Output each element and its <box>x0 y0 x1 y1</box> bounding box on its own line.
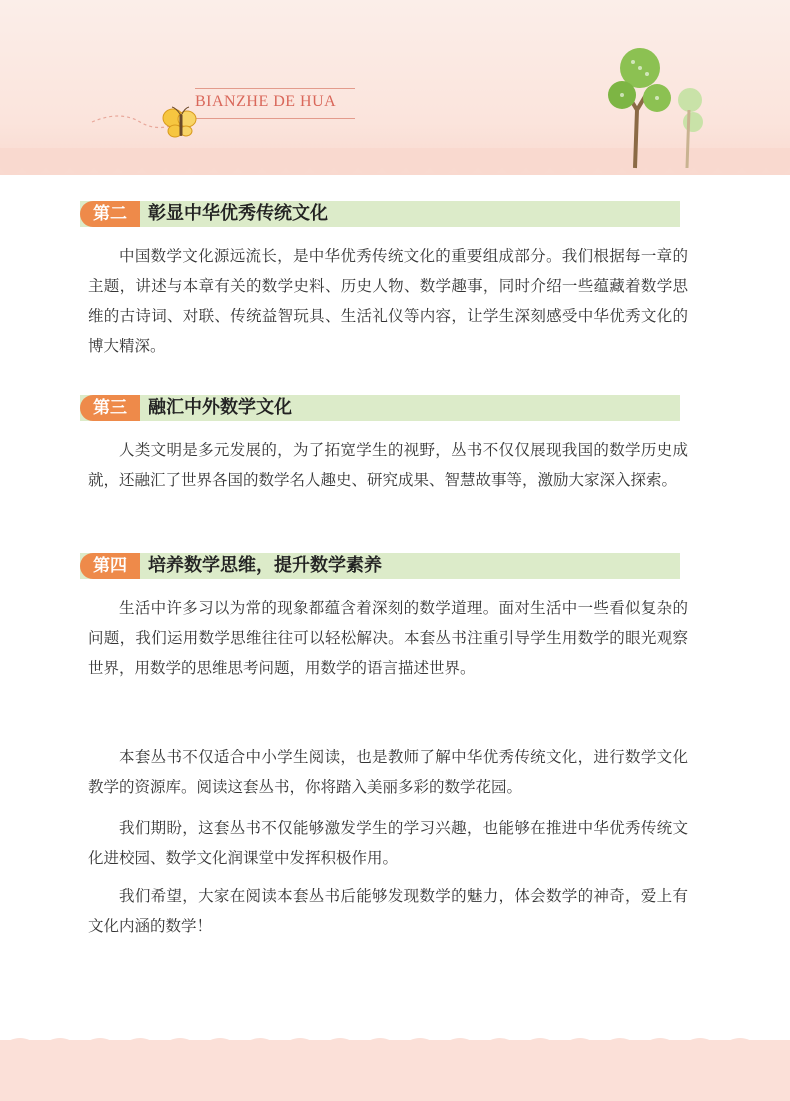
section-paragraph: 中国数学文化源远流长，是中华优秀传统文化的重要组成部分。我们根据每一章的主题，讲述与本章有关的数学史料、历史人物、数学趣事，同时介绍一些蕴藏着数学思维的古诗词、对联、传统益智玩具、生活礼仪等内容，让学生深刻感受中华优秀文化的博大精深。 <box>88 247 688 355</box>
section-title: 融汇中外数学文化 <box>148 397 292 418</box>
footer-band <box>0 1040 790 1101</box>
header-rule-bottom <box>195 118 355 119</box>
header-rule-top <box>195 88 355 89</box>
tree-icon <box>595 40 715 170</box>
closing-paragraph: 我们希望，大家在阅读本套丛书后能够发现数学的魅力，体会数学的神奇，爱上有文化内涵的数学！ <box>88 887 688 935</box>
closing-paragraph: 本套丛书不仅适合中小学生阅读，也是教师了解中华优秀传统文化，进行数学文化教学的资源库。阅读这套丛书，你将踏入美丽多彩的数学花园。 <box>88 748 688 796</box>
section-heading-2 <box>80 201 680 227</box>
section-title: 培养数学思维，提升数学素养 <box>148 555 382 576</box>
closing-paragraph: 我们期盼，这套丛书不仅能够激发学生的学习兴趣，也能够在推进中华优秀传统文化进校园、数学文化润课堂中发挥积极作用。 <box>88 819 688 867</box>
butterfly-icon <box>160 106 202 142</box>
section-paragraph: 人类文明是多元发展的，为了拓宽学生的视野，丛书不仅仅展现我国的数学历史成就，还融汇了世界各国的数学名人趣史、研究成果、智慧故事等，激励大家深入探索。 <box>88 441 688 489</box>
section-heading-4 <box>80 553 680 579</box>
section-badge: 第三 <box>80 395 140 421</box>
section-badge: 第四 <box>80 553 140 579</box>
section-title: 彰显中华优秀传统文化 <box>148 203 328 224</box>
section-heading-3 <box>80 395 680 421</box>
header-title: BIANZHE DE HUA <box>195 93 337 110</box>
section-badge: 第二 <box>80 201 140 227</box>
section-paragraph: 生活中许多习以为常的现象都蕴含着深刻的数学道理。面对生活中一些看似复杂的问题，我们运用数学思维往往可以轻松解决。本套丛书注重引导学生用数学的眼光观察世界，用数学的思维思考问题，用数学的语言描述世界。 <box>88 599 688 677</box>
